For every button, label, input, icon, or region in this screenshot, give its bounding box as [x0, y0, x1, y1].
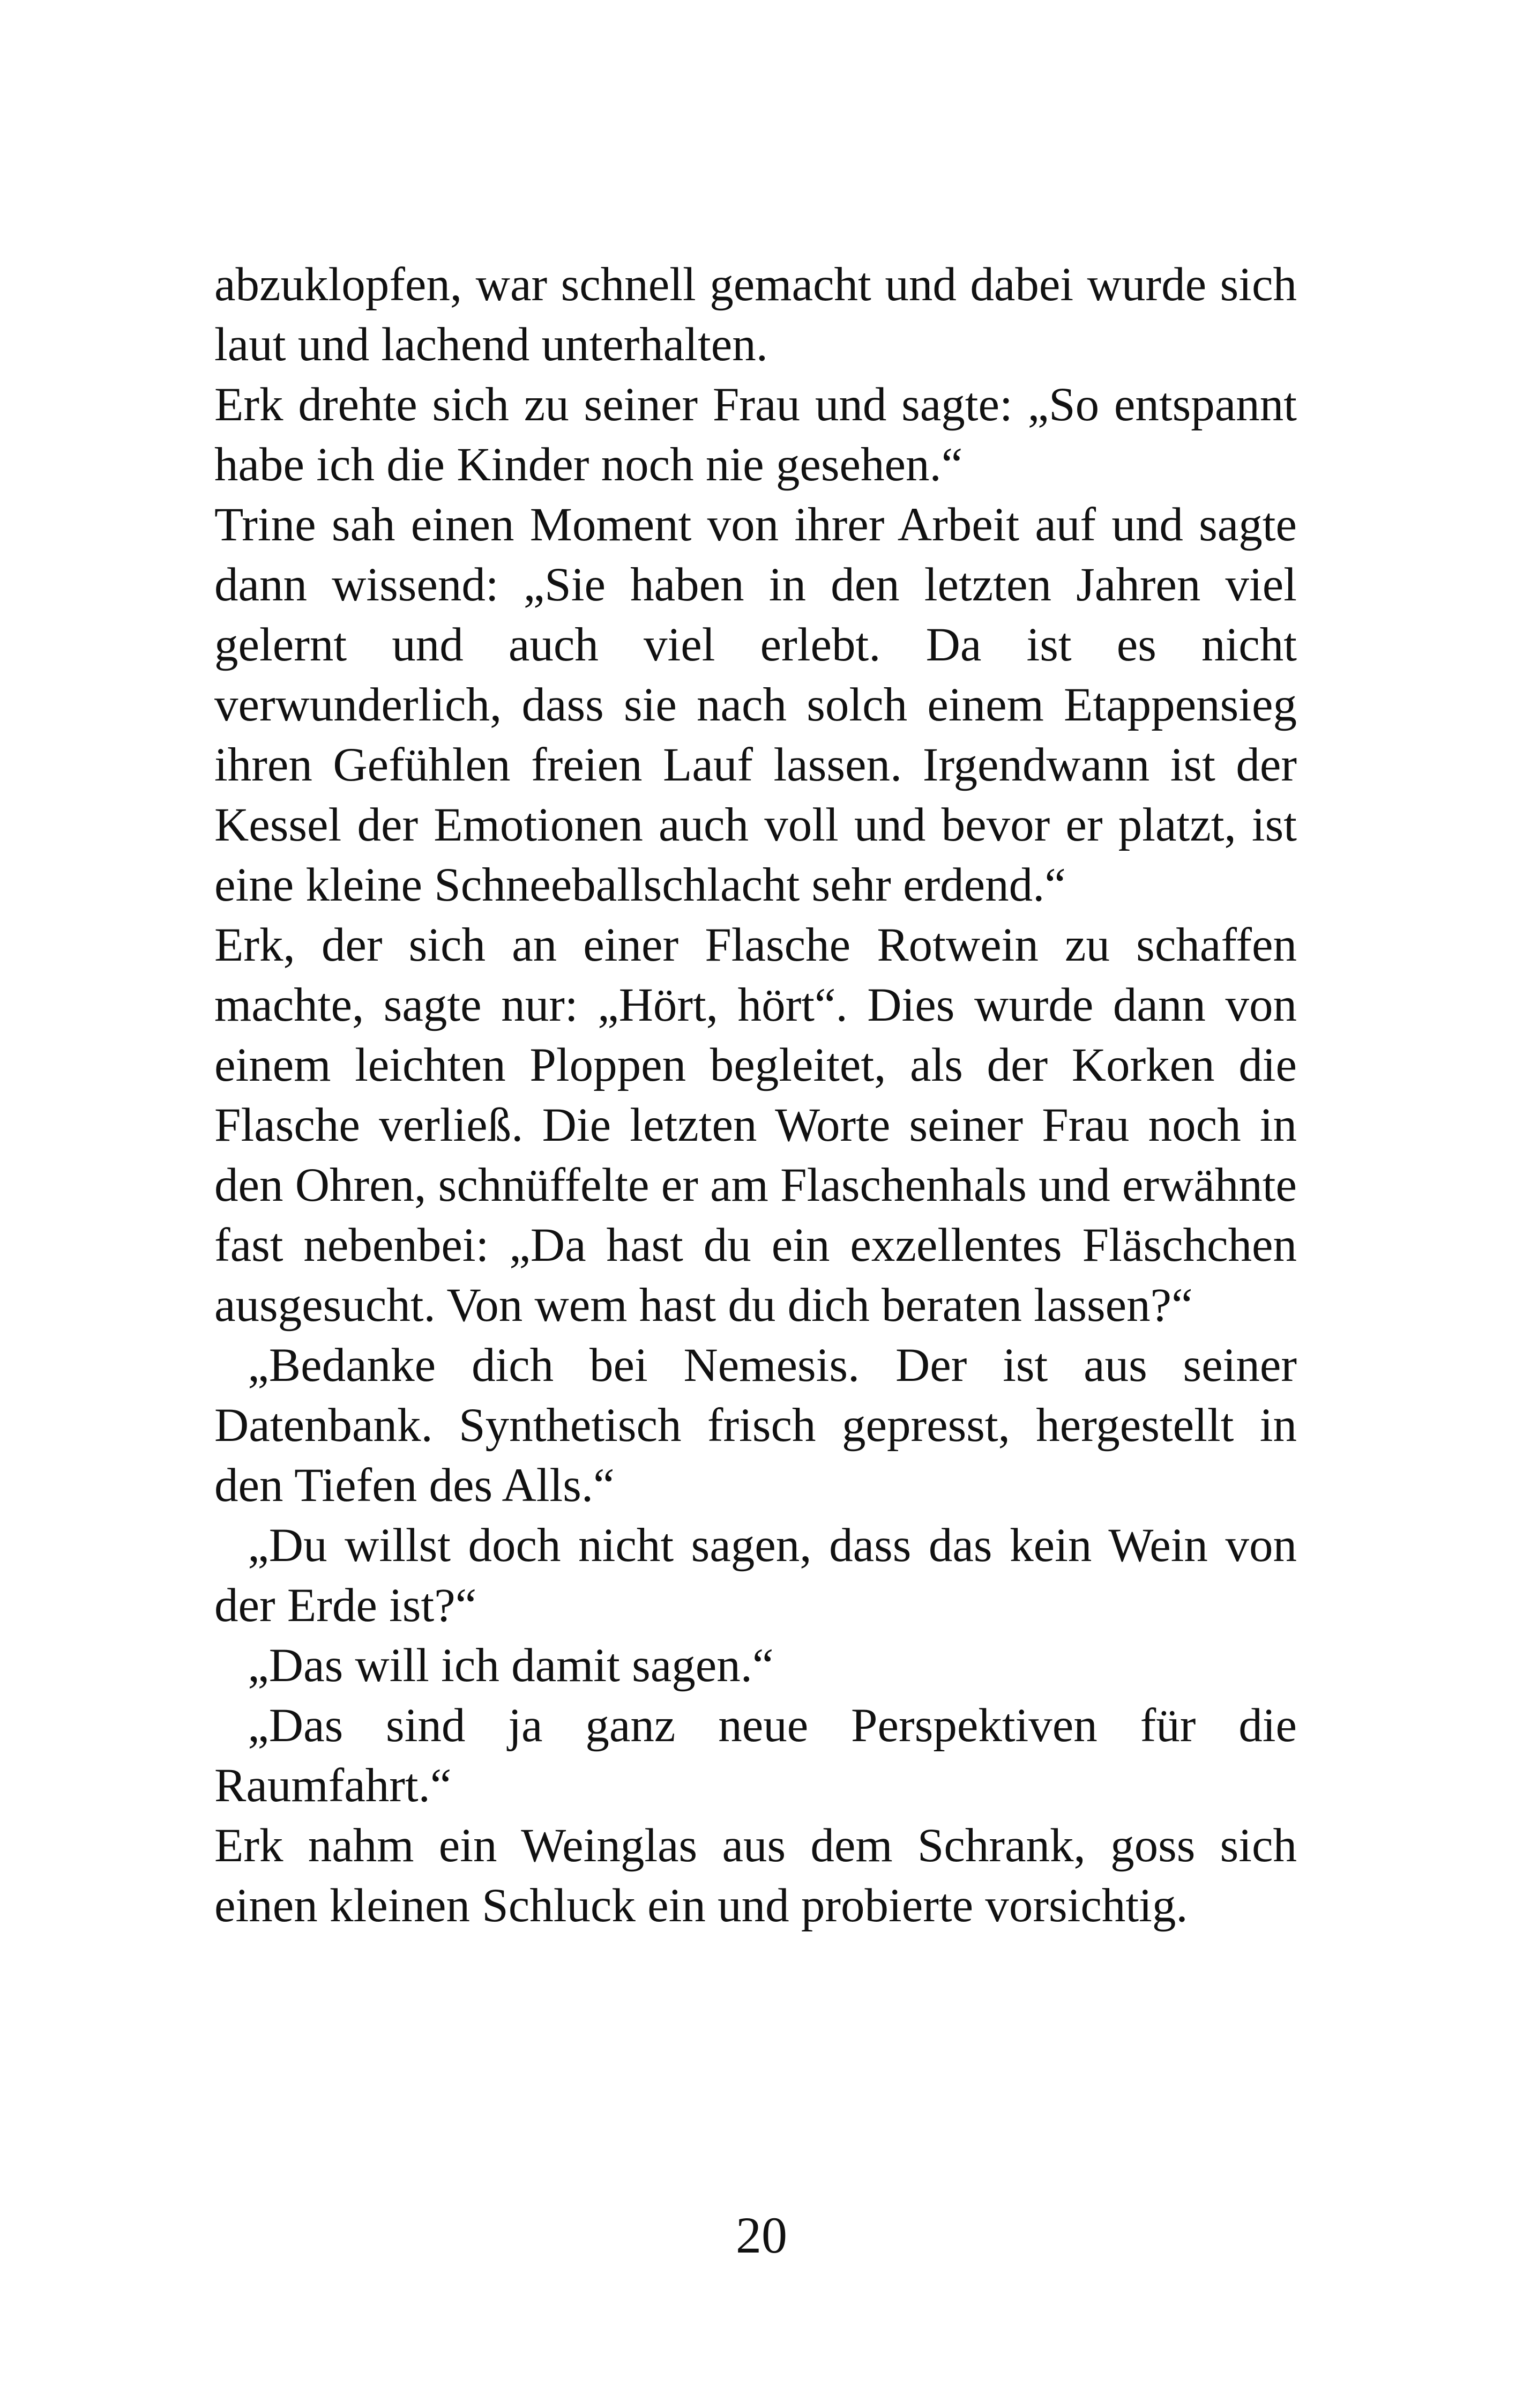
paragraph: abzuklopfen, war schnell gemacht und dabei wurde sich laut und lachend unterhalten. — [214, 258, 1297, 371]
paragraph: Erk, der sich an einer Flasche Rotwein zu schaffen machte, sagte nur: „Hört, hört“. Dies wurde dann von einem leichten Ploppen begleitet, als der Korken die Flasche verließ. Die letzten Worte seiner Frau noch in den Ohren, schnüffelte er am Flaschenhals und erwähnte fast nebenbei: „Da hast du ein exzellentes Fläschchen ausgesucht. Von wem hast du dich beraten lassen?“ — [214, 919, 1297, 1332]
body-text — [214, 255, 1297, 1936]
dialog-paragraph: „Bedanke dich bei Nemesis. Der ist aus seiner Datenbank. Synthetisch frisch gepresst, hergestellt in den Tiefen des Alls.“ — [214, 1339, 1297, 1512]
paragraph: Erk drehte sich zu seiner Frau und sagte: „So entspannt habe ich die Kinder noch nie gesehen.“ — [214, 378, 1297, 491]
dialog-paragraph: „Das will ich damit sagen.“ — [248, 1639, 774, 1692]
paragraph: Trine sah einen Moment von ihrer Arbeit auf und sagte dann wissend: „Sie haben in den letzten Jahren viel gelernt und auch viel erlebt. Da ist es nicht verwunderlich, dass sie nach solch einem Etappensieg ihren Gefühlen freien Lauf lassen. Irgendwann ist der Kessel der Emotionen auch voll und bevor er platzt, ist eine kleine Schneeballschlacht sehr erdend.“ — [214, 499, 1297, 911]
paragraph: Erk nahm ein Weinglas aus dem Schrank, goss sich einen kleinen Schluck ein und probierte vorsichtig. — [214, 1819, 1297, 1932]
dialog-paragraph: „Du willst doch nicht sagen, dass das kein Wein von der Erde ist?“ — [214, 1519, 1297, 1632]
dialog-paragraph: „Das sind ja ganz neue Perspektiven für die Raumfahrt.“ — [214, 1699, 1297, 1812]
page-number: 20 — [736, 2206, 787, 2264]
